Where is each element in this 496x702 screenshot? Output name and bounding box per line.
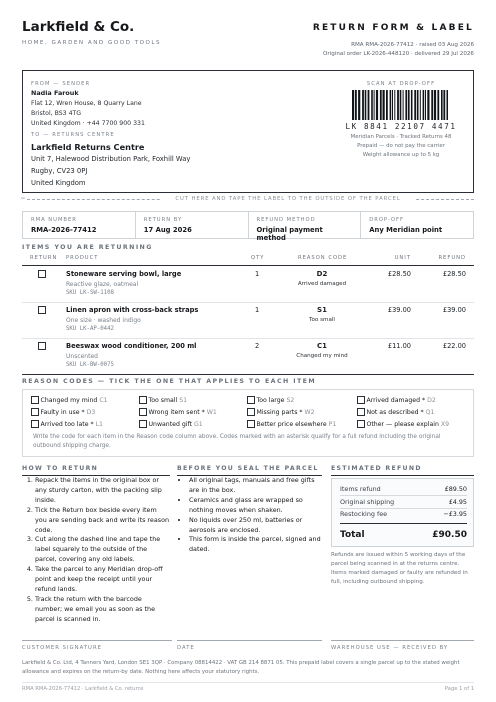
sender-address-line: Flat 12, Wren House, 8 Quarry Lane [31, 100, 142, 107]
list-item: 3. Cut along the dashed line and tape the label squarely to the outside of the parcel, covering any old labels. [35, 535, 170, 565]
reason-checkbox[interactable] [247, 420, 255, 428]
rma-number-cell [23, 212, 136, 238]
reason-code: X9 [440, 421, 450, 428]
info-value: 17 Aug 2026 [143, 226, 192, 234]
reason-option[interactable] [31, 420, 103, 428]
item-quantity: 1 [255, 306, 260, 314]
return-checkbox[interactable] [38, 270, 46, 278]
reason-code: W1 [206, 409, 217, 416]
reason-checkbox[interactable] [357, 420, 365, 428]
reason-checkbox[interactable] [31, 396, 39, 404]
list-item: 1. Repack the items in the original box or any sturdy carton, with the packing slip inside. [35, 476, 170, 506]
reason-checkbox[interactable] [247, 396, 255, 404]
info-value: Original payment method [256, 226, 323, 242]
barcode-image [351, 90, 449, 120]
footer-reference: RMA RMA-2026-77412 · Larkfield & Co. returns [22, 686, 144, 692]
reason-label: Changed my mind [40, 397, 98, 404]
refund-summary [331, 478, 474, 547]
refund-row-value: −£3.95 [443, 510, 467, 518]
reason-option[interactable] [139, 396, 187, 404]
reason-label: Too small [148, 397, 178, 404]
product-variant: One size · washed indigo [66, 317, 141, 324]
reason-option[interactable] [247, 396, 294, 404]
reason-code: C1 [316, 342, 327, 350]
list-item: • All original tags, manuals and free gifts are in the box. [189, 476, 321, 496]
shipping-label [22, 70, 474, 193]
divider [340, 495, 467, 496]
product-name: Stoneware serving bowl, large [66, 270, 182, 278]
reason-option[interactable] [357, 408, 434, 416]
list-item: 5. Track the return with the barcode number; we email you as soon as the parcel is scanned in. [35, 595, 170, 625]
items-table-header [22, 253, 474, 266]
refund-row-label: Restocking fee [340, 510, 388, 518]
scan-heading: SCAN AT DROP-OFF [366, 81, 436, 87]
reason-label: Missing parts * [256, 409, 303, 416]
reason-checkbox[interactable] [139, 408, 147, 416]
reason-description: Too small [309, 317, 335, 323]
reason-label: Too large [256, 397, 285, 404]
document-references [323, 41, 474, 59]
recipient-address-line: United Kingdom [31, 179, 86, 187]
scissors-icon: ✂ [21, 195, 26, 202]
reason-option[interactable] [31, 408, 95, 416]
reason-code: D3 [86, 409, 96, 416]
reason-codes-note: Write the code for each item in the Reason code column above. Codes marked with an asterisk qualify for a full refund including the original outbound shipping charge. [33, 434, 441, 449]
weight-note: Weight allowance up to 5 kg [362, 152, 440, 158]
order-reference: Original order LK-2026-448120 · delivered 29 Jul 2026 [323, 51, 474, 57]
reason-label: Arrived damaged * [366, 397, 426, 404]
refund-row-label: Original shipping [340, 498, 395, 506]
sender-name: Nadia Farouk [31, 89, 79, 97]
product-name: Beeswax wood conditioner, 200 ml [66, 342, 197, 350]
items-heading: ITEMS YOU ARE RETURNING [22, 244, 153, 251]
product-name: Linen apron with cross-back straps [66, 306, 199, 314]
refund-total-label: Total [340, 530, 365, 540]
list-item: 4. Take the parcel to any Meridian drop-off point and keep the receipt until your refund lands. [35, 565, 170, 595]
date-line[interactable]: DATE [177, 640, 322, 651]
before-seal-heading: BEFORE YOU SEAL THE PARCEL [177, 465, 322, 476]
return-by-cell [136, 212, 249, 238]
reason-option[interactable] [139, 408, 217, 416]
product-sku: SKU LK-BW-0075 [66, 362, 114, 368]
column-reason-code: REASON CODE [298, 255, 348, 261]
reason-code: Q1 [425, 409, 435, 416]
brand-tagline: HOME, GARDEN AND GOOD TOOLS [22, 40, 162, 46]
rma-reference: RMA RMA-2026-77412 · raised 03 Aug 2026 [351, 42, 474, 48]
list-item: 2. Tick the Return box beside every item you are sending back and write its reason code. [35, 506, 170, 536]
divider [340, 523, 467, 524]
reason-option[interactable] [247, 408, 315, 416]
list-item: • No liquids over 250 ml, batteries or aerosols are enclosed. [189, 516, 321, 536]
footer-divider [22, 682, 474, 683]
line-refund: £39.00 [442, 306, 466, 314]
divider [340, 508, 467, 509]
item-quantity: 2 [255, 342, 260, 350]
info-label: RETURN BY [143, 217, 183, 223]
reason-description: Arrived damaged [297, 281, 347, 287]
table-row [22, 267, 474, 303]
unit-price: £28.50 [387, 270, 411, 278]
how-to-heading: HOW TO RETURN [22, 465, 170, 476]
carrier-info: Meridian Parcels · Tracked Returns 48 [350, 134, 452, 140]
reason-checkbox[interactable] [357, 396, 365, 404]
unit-price: £11.00 [387, 342, 411, 350]
recipient-address-line: Unit 7, Halewood Distribution Park, Foxhill Way [31, 155, 191, 163]
item-quantity: 1 [255, 270, 260, 278]
reason-code: S1 [317, 306, 327, 314]
reason-label: Unwanted gift [148, 421, 192, 428]
warehouse-use-line: WAREHOUSE USE — RECEIVED BY [331, 640, 474, 651]
reason-checkbox[interactable] [31, 420, 39, 428]
product-sku: SKU LK-AP-0442 [66, 326, 114, 332]
refund-row [340, 510, 467, 518]
reason-code: L1 [95, 421, 103, 428]
drop-off-cell [361, 212, 473, 238]
table-row [22, 339, 474, 375]
reason-label: Wrong item sent * [148, 409, 205, 416]
reason-label: Better price elsewhere [256, 421, 327, 428]
line-refund: £28.50 [442, 270, 466, 278]
reason-label: Arrived too late * [40, 421, 94, 428]
reason-code: S2 [286, 397, 295, 404]
column-product: PRODUCT [66, 255, 99, 261]
reason-codes-box [22, 389, 474, 457]
reason-code: P1 [328, 421, 337, 428]
product-sku: SKU LK-SW-1108 [66, 290, 114, 296]
cut-instruction: CUT HERE AND TAPE THE LABEL TO THE OUTSIDE OF THE PARCEL [160, 196, 416, 202]
sender-address-line: United Kingdom · +44 7700 900 331 [31, 120, 145, 127]
sender-address-line: Bristol, BS3 4TG [31, 110, 82, 117]
recipient-address-line: Rugby, CV23 0PJ [31, 167, 88, 175]
recipient-name: Larkfield Returns Centre [31, 142, 145, 152]
sender-heading: FROM — SENDER [31, 81, 91, 87]
reason-description: Changed my mind [296, 353, 348, 359]
return-summary [22, 211, 474, 242]
refund-method-cell [249, 212, 362, 242]
document-title: RETURN FORM & LABEL [312, 23, 474, 33]
recipient-heading: TO — RETURNS CENTRE [31, 132, 115, 138]
product-variant: Unscented [66, 353, 98, 360]
reason-checkbox[interactable] [31, 408, 39, 416]
reason-option[interactable] [357, 420, 449, 428]
page-number: Page 1 of 1 [444, 686, 474, 692]
reason-option[interactable] [139, 420, 203, 428]
reason-code: S1 [179, 397, 188, 404]
reason-code: G1 [194, 421, 203, 428]
reason-checkbox[interactable] [357, 408, 365, 416]
refund-row-value: £4.95 [448, 498, 467, 506]
reason-option[interactable] [357, 396, 436, 404]
unit-price: £39.00 [387, 306, 411, 314]
info-label: DROP-OFF [369, 217, 405, 223]
reason-label: Not as described * [366, 409, 424, 416]
prepaid-note: Prepaid — do not pay the carrier [357, 143, 445, 149]
customer-signature-line[interactable]: CUSTOMER SIGNATURE [22, 640, 172, 651]
reason-code: D2 [427, 397, 436, 404]
column-unit: UNIT [394, 255, 411, 261]
info-value: Any Meridian point [369, 226, 443, 234]
reason-checkbox[interactable] [139, 396, 147, 404]
reason-option[interactable] [247, 420, 336, 428]
column-return: RETURN [30, 255, 58, 261]
column-qty: QTY [251, 255, 265, 261]
refund-total-value: £90.50 [432, 530, 467, 540]
refund-heading: ESTIMATED REFUND [331, 465, 474, 476]
product-variant: Reactive glaze, oatmeal [66, 281, 139, 288]
list-item: • This form is inside the parcel, signed and dated. [189, 535, 321, 555]
info-label: REFUND METHOD [256, 217, 316, 223]
reason-label: Faulty in use * [40, 409, 85, 416]
reason-code: W2 [304, 409, 315, 416]
return-checkbox[interactable] [38, 306, 46, 314]
table-row [22, 303, 474, 339]
refund-note: Refunds are issued within 5 working days of the parcel being scanned in at the returns centre. Items marked damaged or faulty are refunded in full, including outbound shipping. [331, 552, 468, 585]
reason-code: C1 [99, 397, 108, 404]
reason-code: D2 [316, 270, 328, 278]
brand-name: Larkfield & Co. [22, 19, 135, 35]
refund-row-label: Items refund [340, 485, 381, 493]
refund-row [340, 485, 467, 493]
refund-row-value: £89.50 [444, 485, 467, 493]
legal-text: Larkfield & Co. Ltd, 4 Tanners Yard, London SE1 3QP · Company 08814422 · VAT GB 214 8871 05. This prepaid label covers a single parcel up to the stated weight allowance and expires on the return-by date. Nothing here affects your statutory rights. [22, 660, 460, 675]
refund-row [340, 498, 467, 506]
before-seal-list [177, 476, 321, 555]
info-value: RMA-2026-77412 [31, 226, 97, 234]
how-to-steps [22, 476, 170, 625]
reason-checkbox[interactable] [247, 408, 255, 416]
return-checkbox[interactable] [38, 342, 46, 350]
line-refund: £22.00 [442, 342, 466, 350]
reason-checkbox[interactable] [139, 420, 147, 428]
info-label: RMA NUMBER [31, 217, 77, 223]
reason-codes-heading: REASON CODES — TICK THE ONE THAT APPLIES TO EACH ITEM [22, 378, 317, 385]
refund-total [340, 530, 467, 540]
column-refund: REFUND [438, 255, 466, 261]
reason-option[interactable] [31, 396, 108, 404]
reason-label: Other — please explain [366, 421, 439, 428]
barcode-number: LK 8841 22107 4471 [345, 122, 457, 131]
list-item: • Ceramics and glass are wrapped so nothing moves when shaken. [189, 496, 321, 516]
